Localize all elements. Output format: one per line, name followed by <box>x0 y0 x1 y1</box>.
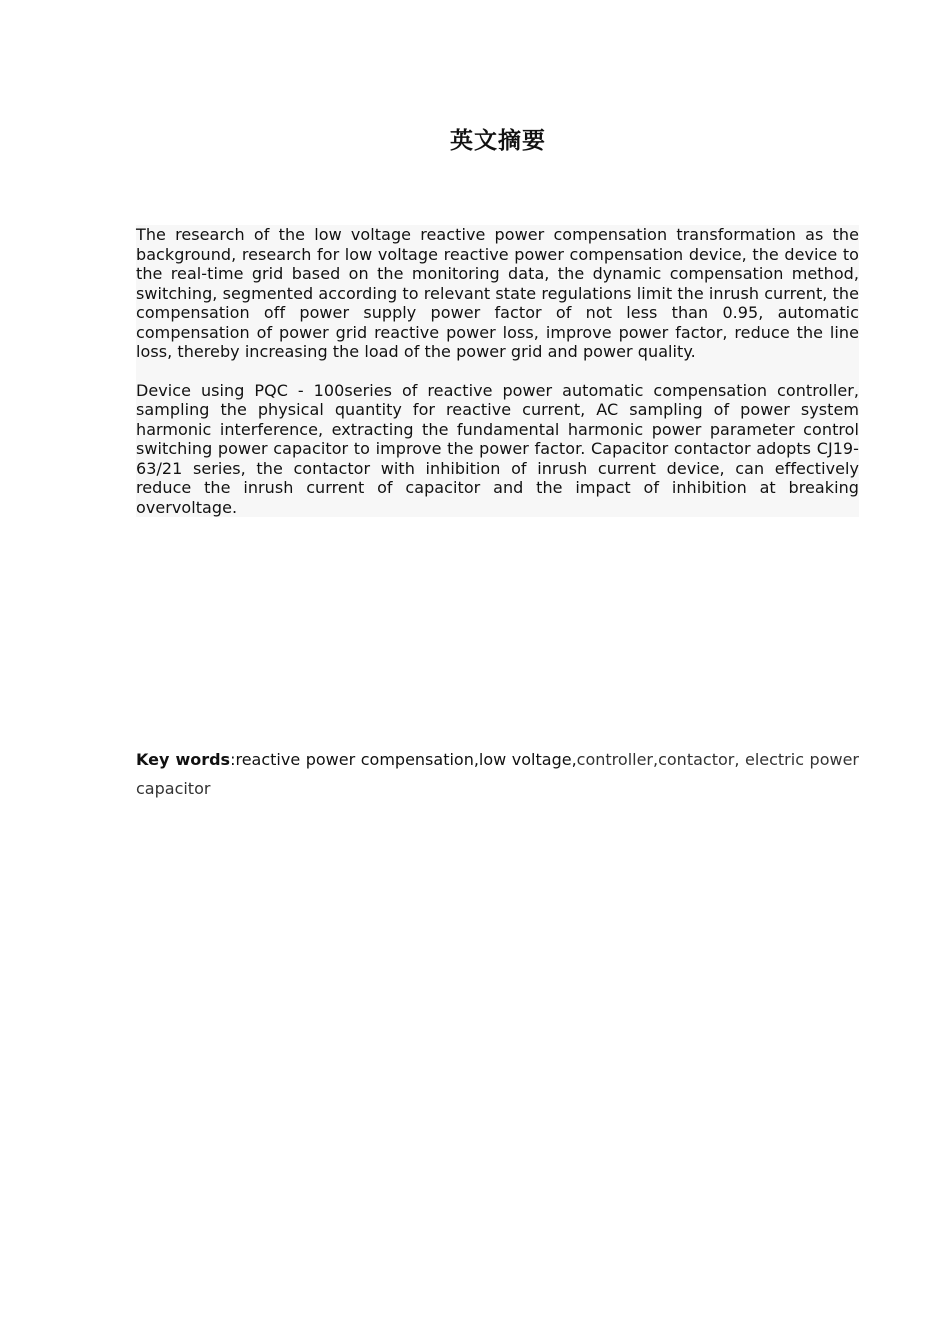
keywords-separator: : <box>230 750 236 769</box>
page-title: 英文摘要 <box>450 128 546 154</box>
keywords-primary: reactive power compensation,low voltage, <box>235 750 577 769</box>
abstract-paragraph-2: Device using PQC - 100series of reactive power automatic compensation controller, sampling the physical quantity for reactive current, AC sampling of power system harmonic interference, extracting the fundamental harmonic power parameter control switching power capacitor to improve the power factor. Capacitor contactor adopts CJ19-63/21 series, the contactor with inhibition of inrush current device, can effectively reduce the inrush current of capacitor and the impact of inhibition at breaking overvoltage. <box>136 380 859 517</box>
keywords-line <box>136 745 859 803</box>
keywords-label: Key words <box>136 750 231 769</box>
abstract-block <box>136 225 859 517</box>
abstract-paragraph-1: The research of the low voltage reactive power compensation transformation as the background, research for low voltage reactive power compensation device, the device to the real-time grid based on the monitoring data, the dynamic compensation method, switching, segmented according to relevant state regulations limit the inrush current, the compensation off power supply power factor of not less than 0.95, automatic compensation of power grid reactive power loss, improve power factor, reduce the line loss, thereby increasing the load of the power grid and power quality. <box>136 225 859 361</box>
keywords-secondary: controller,contactor, electric power capacitor <box>136 750 859 798</box>
